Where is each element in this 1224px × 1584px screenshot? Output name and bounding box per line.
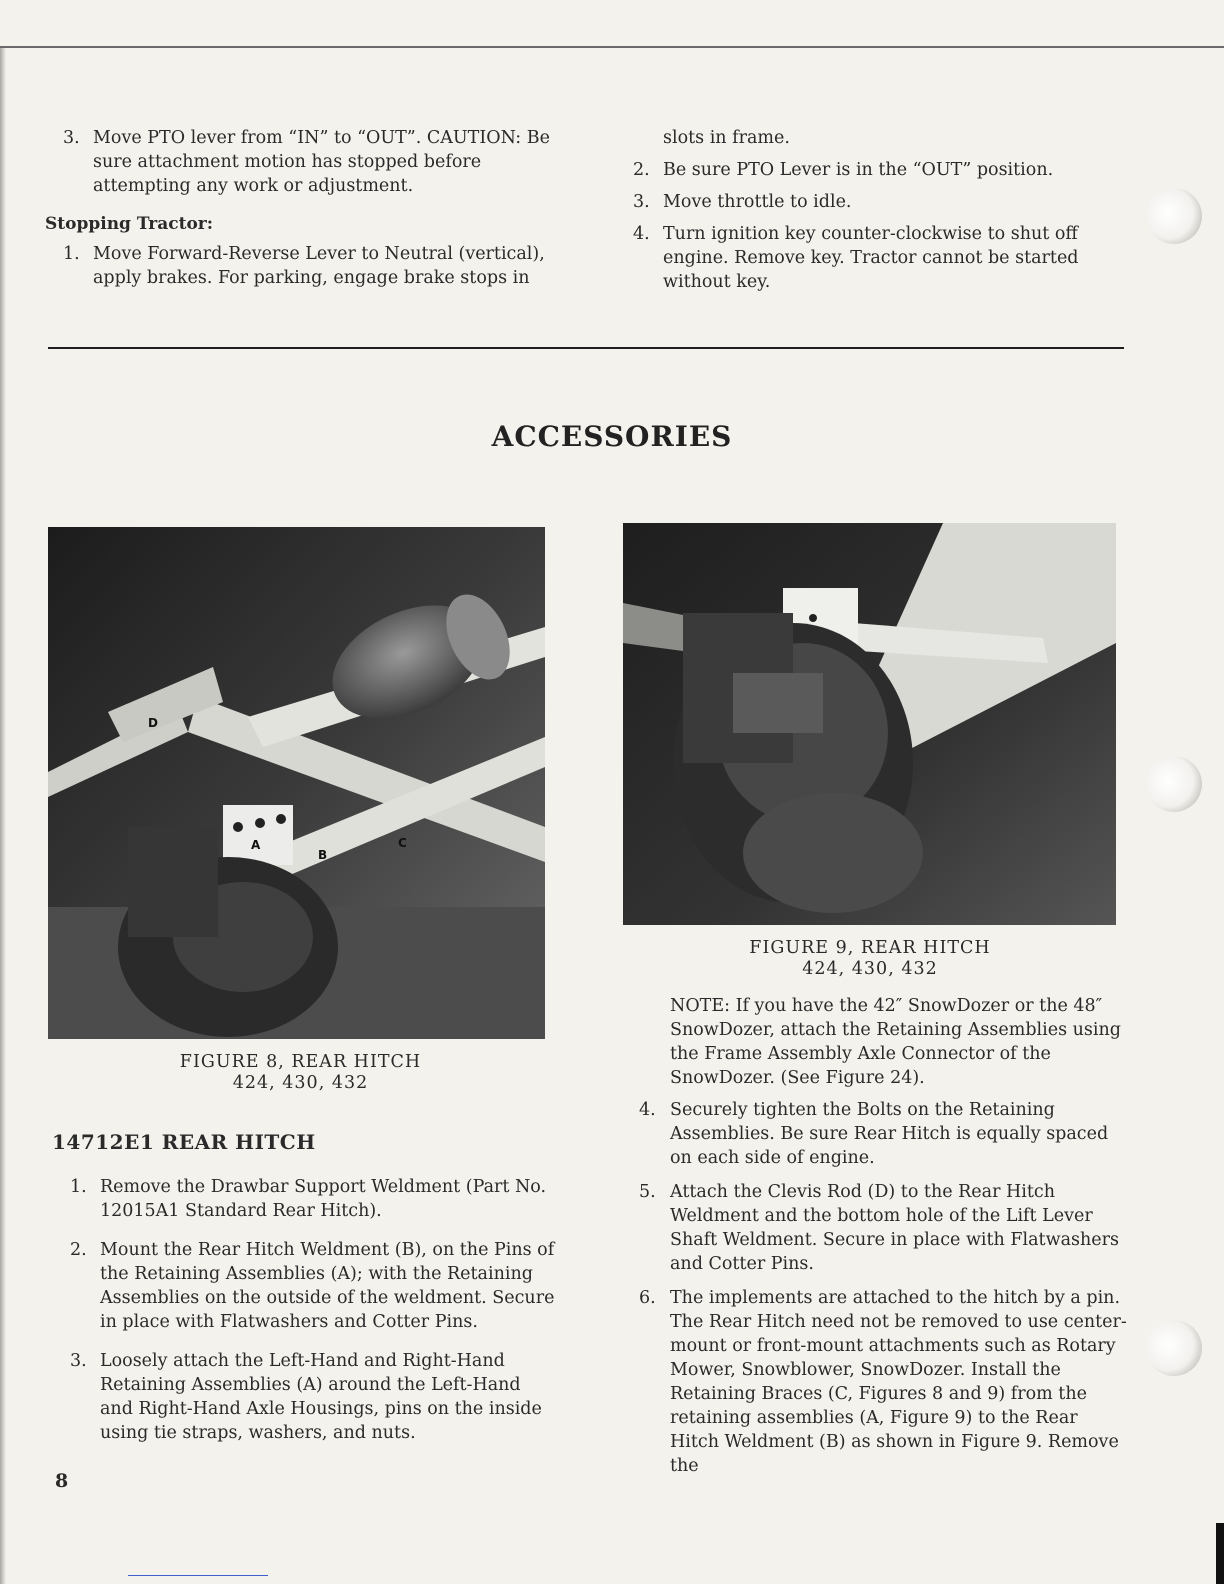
section-divider — [48, 347, 1124, 349]
item-text: Move Forward-Reverse Lever to Neutral (vertical), apply brakes. For parking, engage brake stops in — [93, 244, 545, 288]
rear-hitch-steps — [52, 1175, 557, 1460]
item-number: 4. — [633, 224, 650, 244]
item-text: Loosely attach the Left-Hand and Right-Hand Retaining Assemblies (A) around the Left-Hand and Right-Hand Axle Housings, pins on the inside using tie straps, washers, and nuts. — [100, 1351, 542, 1443]
right-lower-column — [625, 994, 1130, 1488]
list-item — [625, 1098, 1130, 1170]
figure-9-caption-models: 424, 430, 432 — [802, 959, 938, 979]
figure-8-label-a: A — [251, 838, 261, 852]
figure-8-label-d: D — [148, 716, 158, 730]
item-number: 1. — [63, 244, 80, 264]
snowdozer-note: NOTE: If you have the 42″ SnowDozer or the 48″ SnowDozer, attach the Retaining Assemblies using the Frame Assembly Axle Connector of the SnowDozer. (See Figure 24). — [670, 996, 1121, 1088]
punch-hole-top — [1146, 188, 1202, 244]
section-title: ACCESSORIES — [491, 420, 733, 453]
figure-8-label-b: B — [318, 848, 328, 862]
item-number: 5. — [639, 1182, 656, 1202]
figure-8-caption-models: 424, 430, 432 — [232, 1073, 369, 1093]
page-number: 8 — [55, 1470, 69, 1492]
item-text: Attach the Clevis Rod (D) to the Rear Hitch Weldment and the bottom hole of the Lift Lever Shaft Weldment. Secure in place with Flatwashers and Cotter Pins. — [670, 1182, 1119, 1274]
item-number: 3. — [70, 1351, 87, 1371]
page-top-edge — [0, 46, 1224, 48]
list-item — [45, 126, 550, 198]
list-item — [625, 1180, 1130, 1276]
top-left-column — [45, 126, 550, 298]
figure-8-photo — [48, 527, 545, 1039]
item-text: Move PTO lever from “IN” to “OUT”. CAUTION: Be sure attachment motion has stopped before attempting any work or adjustment. — [93, 128, 550, 196]
top-right-column — [615, 126, 1120, 302]
punch-hole-middle — [1146, 756, 1202, 812]
item-number: 4. — [639, 1100, 656, 1120]
figure-9-photo — [623, 523, 1116, 925]
list-item — [615, 190, 1120, 214]
list-item — [52, 1349, 557, 1445]
scan-edge-bar — [1216, 1523, 1224, 1584]
binding-shadow — [0, 48, 6, 1584]
item-number: 2. — [633, 160, 650, 180]
item-number: 2. — [70, 1240, 87, 1260]
list-item — [625, 1286, 1130, 1478]
rear-hitch-heading: 14712E1 REAR HITCH — [52, 1130, 316, 1154]
list-item — [615, 158, 1120, 182]
stopping-tractor-heading: Stopping Tractor: — [45, 214, 214, 234]
list-item — [45, 242, 550, 290]
list-item — [52, 1238, 557, 1334]
figure-9-caption-title: FIGURE 9, REAR HITCH — [749, 938, 991, 958]
item-text: Mount the Rear Hitch Weldment (B), on the Pins of the Retaining Assemblies (A); with the Retaining Assemblies on the outside of the weldment. Secure in place with Flatwashers and Cotter Pins. — [100, 1240, 555, 1332]
item-text: Be sure PTO Lever is in the “OUT” position. — [663, 160, 1054, 180]
figure-9-caption — [620, 938, 1120, 980]
figure-8-caption — [48, 1052, 553, 1094]
list-item — [615, 222, 1120, 294]
item-number: 3. — [63, 128, 80, 148]
item-text: Securely tighten the Bolts on the Retaining Assemblies. Be sure Rear Hitch is equally spaced on each side of engine. — [670, 1100, 1109, 1168]
item-text: Remove the Drawbar Support Weldment (Part No. 12015A1 Standard Rear Hitch). — [100, 1177, 547, 1221]
figure-8-label-c: C — [398, 836, 407, 850]
item-text: Move throttle to idle. — [663, 192, 852, 212]
item-number: 3. — [633, 192, 650, 212]
footer-underline — [128, 1575, 268, 1576]
continuation-text: slots in frame. — [663, 128, 790, 148]
item-text: Turn ignition key counter-clockwise to shut off engine. Remove key. Tractor cannot be started without key. — [663, 224, 1079, 292]
item-number: 1. — [70, 1177, 87, 1197]
item-text: The implements are attached to the hitch by a pin. The Rear Hitch need not be removed to use center-mount or front-mount attachments such as Rotary Mower, Snowblower, SnowDozer. Install the Retaining Braces (C, Figures 8 and 9) from the retaining assemblies (A, Figure 9) to the Rear Hitch Weldment (B) as shown in Figure 9. Remove the — [670, 1288, 1127, 1476]
punch-hole-bottom — [1146, 1320, 1202, 1376]
item-number: 6. — [639, 1288, 656, 1308]
list-item — [52, 1175, 557, 1223]
figure-8-caption-title: FIGURE 8, REAR HITCH — [179, 1052, 422, 1072]
